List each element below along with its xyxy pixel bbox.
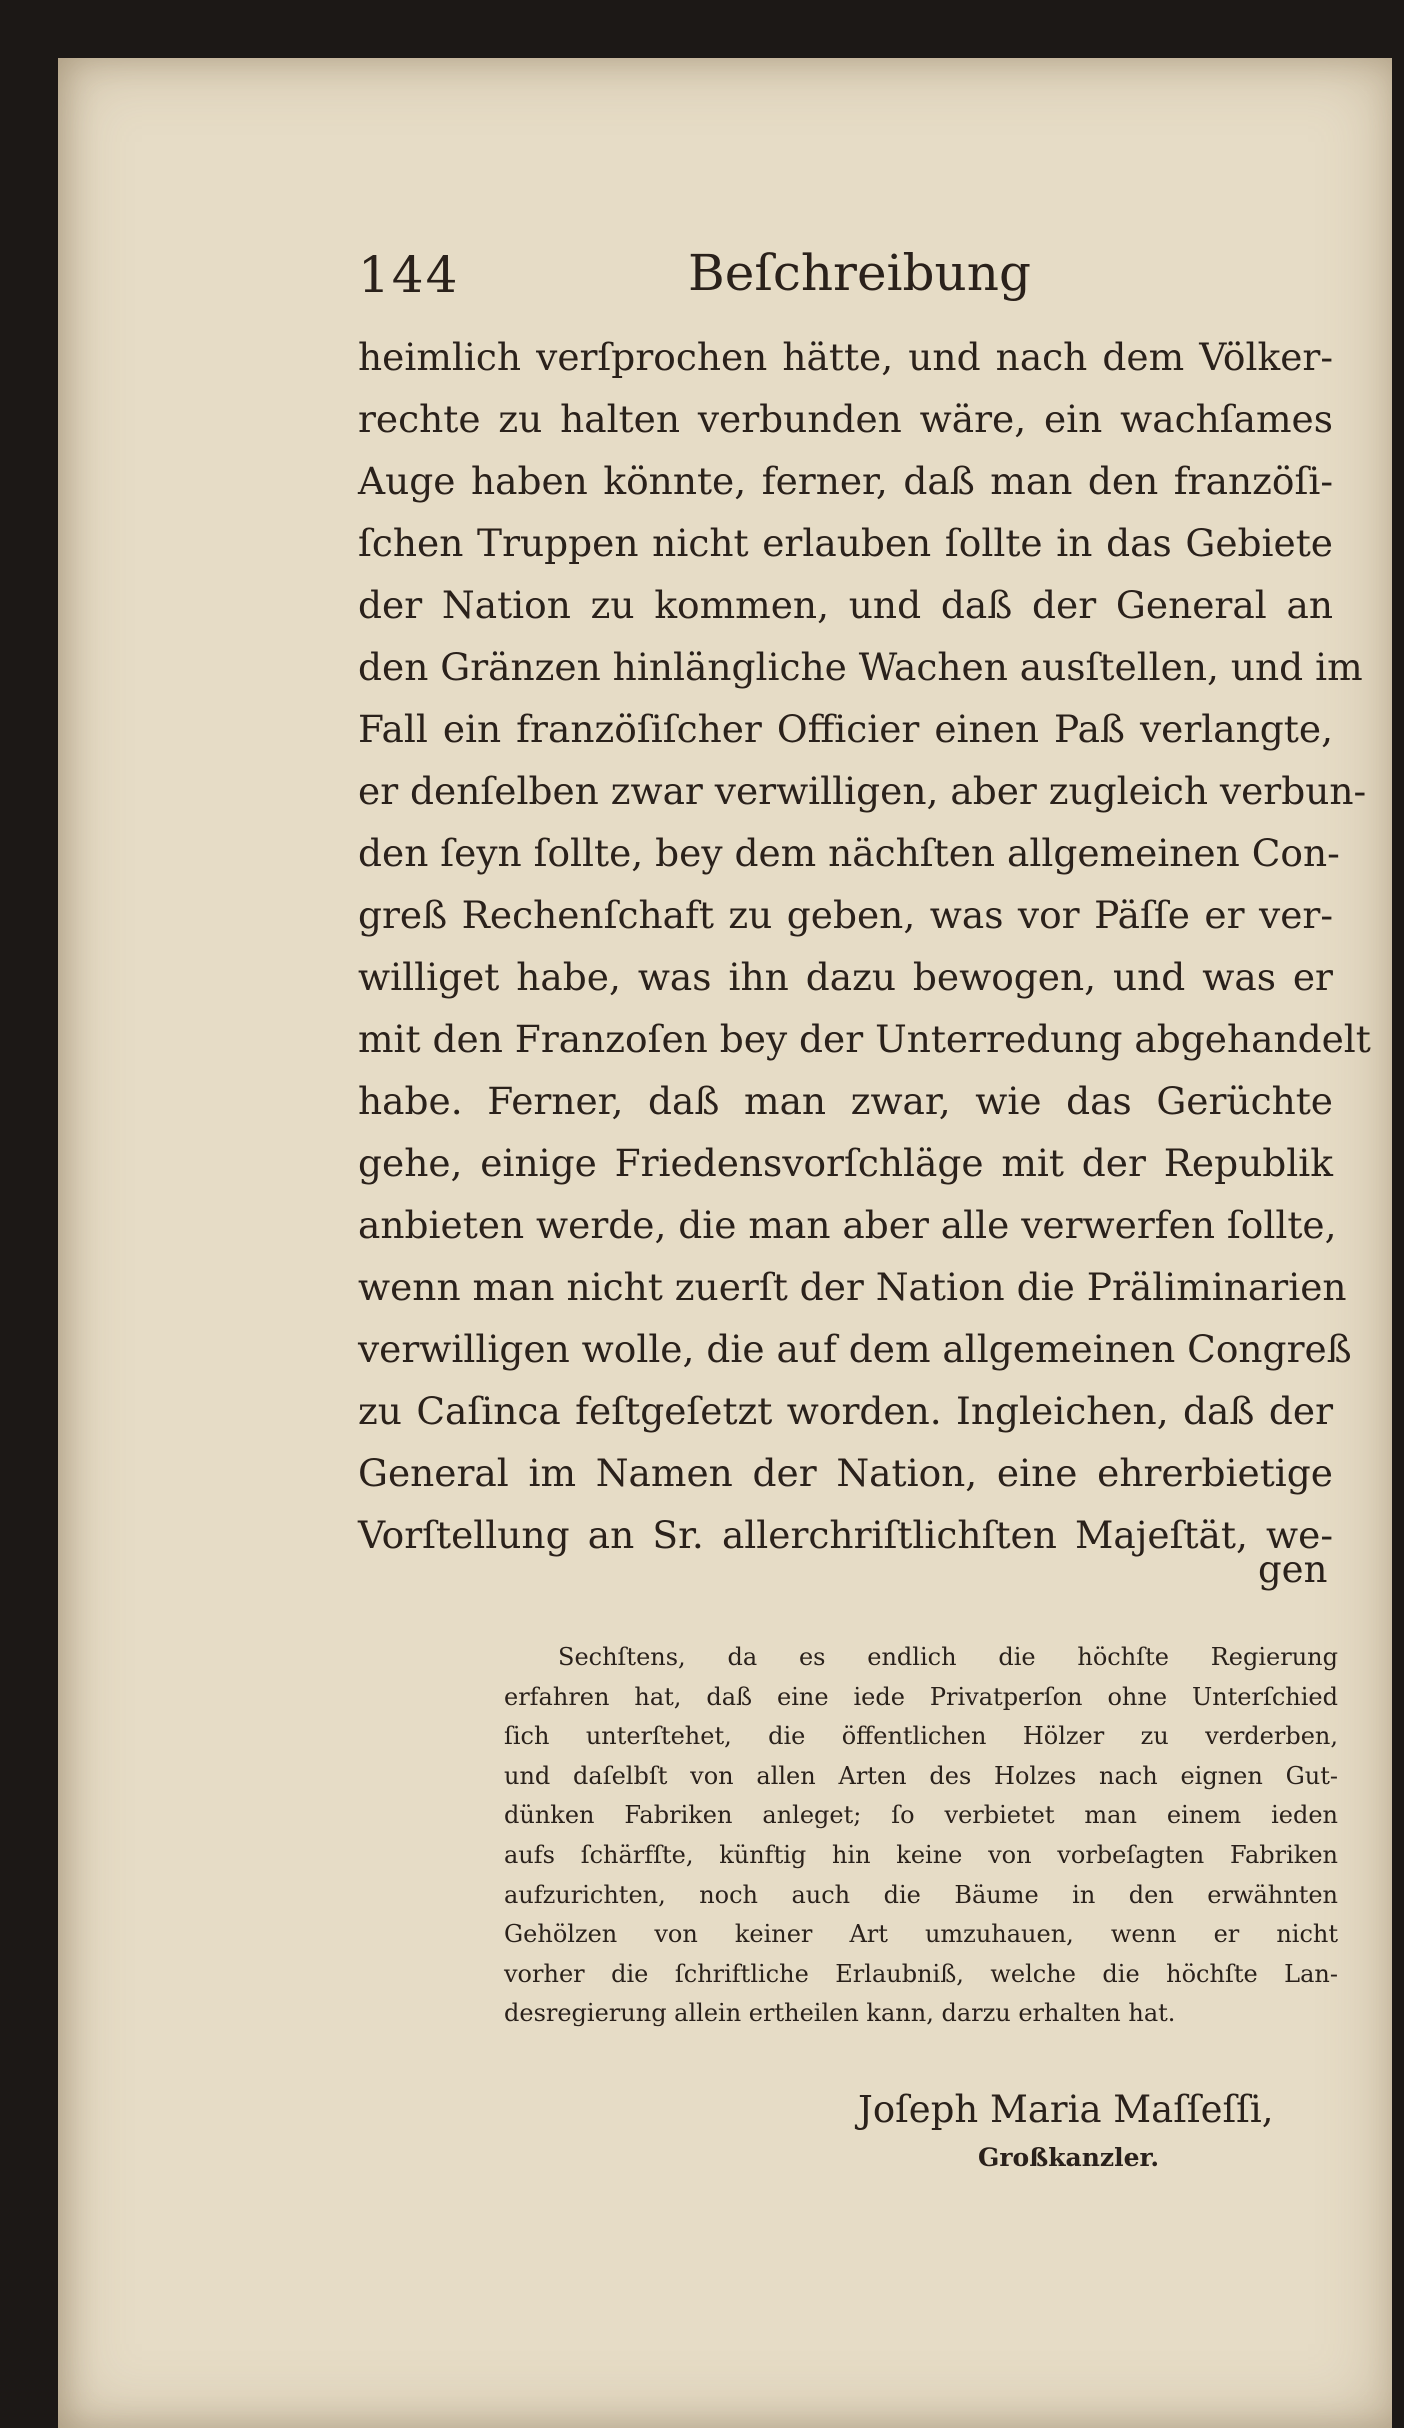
text-line: greß Rechenſchaft zu geben, was vor Päſſe er ver-	[358, 893, 1333, 937]
footnote-line: Sechſtens, da es endlich die höchſte Regierung	[558, 1643, 1338, 1671]
footnote-line: aufs ſchärfſte, künftig hin keine von vorbeſagten Fabriken	[504, 1840, 1338, 1869]
footnote-line: vorher die ſchriftliche Erlaubniß, welche die höchſte Lan-	[504, 1959, 1338, 1988]
footnote-line: und daſelbſt von allen Arten des Holzes nach eignen Gut-	[504, 1761, 1338, 1790]
text-line: General im Namen der Nation, eine ehrerbietige	[358, 1451, 1333, 1495]
footnote	[504, 1638, 1338, 2034]
text-line: gehe, einige Friedensvorſchläge mit der Republik	[358, 1141, 1333, 1185]
footnote-line: Gehölzen von keiner Art umzuhauen, wenn er nicht	[504, 1920, 1338, 1949]
signature-title: Großkanzler.	[978, 2143, 1160, 2172]
text-line: ſchen Truppen nicht erlauben ſollte in das Gebiete	[358, 521, 1333, 565]
footnote-line: desregierung allein ertheilen kann, darzu erhalten hat.	[504, 1999, 1176, 2028]
text-line: er denſelben zwar verwilligen, aber zugleich verbun-	[358, 769, 1367, 813]
text-line: rechte zu halten verbunden wäre, ein wachſames	[358, 397, 1333, 441]
text-line: mit den Franzoſen bey der Unterredung abgehandelt	[358, 1017, 1371, 1061]
text-line: habe. Ferner, daß man zwar, wie das Gerüchte	[358, 1079, 1333, 1123]
text-line: den ſeyn ſollte, bey dem nächſten allgemeinen Con-	[358, 831, 1340, 875]
main-text	[358, 326, 1371, 1566]
text-line: Fall ein franzöſiſcher Officier einen Paß verlangte,	[358, 707, 1333, 751]
footnote-line: dünken Fabriken anleget; ſo verbietet man einem ieden	[504, 1801, 1338, 1830]
catchword: gen	[1258, 1548, 1328, 1591]
text-line: williget habe, was ihn dazu bewogen, und was er	[358, 955, 1333, 999]
paper-sheet	[58, 58, 1392, 2428]
footnote-line: ſich unterſtehet, die öffentlichen Hölzer zu verderben,	[504, 1722, 1338, 1751]
text-line: Auge haben könnte, ferner, daß man den franzöſi-	[358, 459, 1333, 503]
footnote-line: aufzurichten, noch auch die Bäume in den erwähnten	[504, 1880, 1338, 1909]
text-line: verwilligen wolle, die auf dem allgemeinen Congreß	[358, 1327, 1352, 1371]
text-line: heimlich verſprochen hätte, und nach dem Völker-	[358, 335, 1333, 379]
signature-name: Joſeph Maria Maſſeſſi,	[858, 2088, 1274, 2131]
page-number: 144	[358, 246, 460, 304]
text-line: den Gränzen hinlängliche Wachen ausſtellen, und im	[358, 645, 1363, 689]
running-head: Beſchreibung	[688, 244, 1031, 302]
text-line: der Nation zu kommen, und daß der General an	[358, 583, 1333, 627]
text-line: zu Caſinca feſtgeſetzt worden. Ingleichen, daß der	[358, 1389, 1333, 1433]
text-line: Vorſtellung an Sr. allerchriſtlichſten Majeſtät, we-	[358, 1513, 1333, 1557]
text-line: wenn man nicht zuerſt der Nation die Präliminarien	[358, 1265, 1347, 1309]
footnote-line: erfahren hat, daß eine iede Privatperſon ohne Unterſchied	[504, 1682, 1338, 1711]
text-line: anbieten werde, die man aber alle verwerfen ſollte,	[358, 1203, 1337, 1247]
